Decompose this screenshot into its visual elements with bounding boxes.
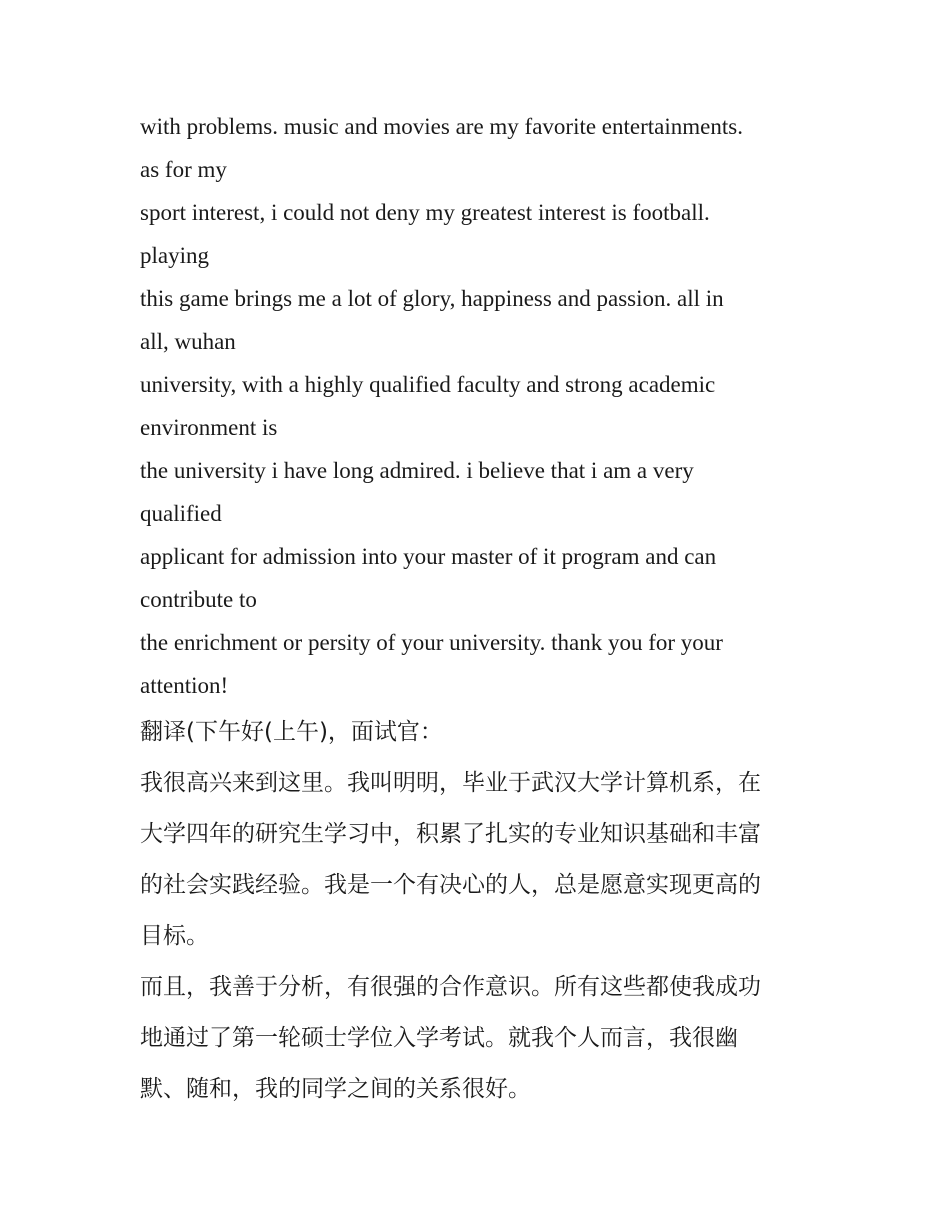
chinese-line: 地通过了第一轮硕士学位入学考试。就我个人而言，我很幽 [140, 1025, 738, 1051]
document-body [140, 105, 830, 1115]
translation-title: 翻译(下午好(上午)，面试官： [140, 719, 443, 745]
english-line: applicant for admission into your master of it program and can [140, 544, 717, 569]
english-line: sport interest, i could not deny my greatest interest is football. [140, 200, 710, 225]
chinese-line: 默、随和，我的同学之间的关系很好。 [140, 1076, 531, 1102]
english-line: environment is [140, 415, 278, 440]
english-line: contribute to [140, 587, 257, 612]
chinese-line: 而且，我善于分析，有很强的合作意识。所有这些都使我成功 [140, 974, 761, 1000]
english-line: this game brings me a lot of glory, happiness and passion. all in [140, 286, 724, 311]
chinese-line: 的社会实践经验。我是一个有决心的人，总是愿意实现更高的 [140, 872, 761, 898]
chinese-line: 我很高兴来到这里。我叫明明，毕业于武汉大学计算机系，在 [140, 770, 761, 796]
english-line: with problems. music and movies are my favorite entertainments. [140, 114, 743, 139]
chinese-line: 大学四年的研究生学习中，积累了扎实的专业知识基础和丰富 [140, 821, 761, 847]
english-line: the enrichment or persity of your university. thank you for your [140, 630, 723, 655]
english-line: the university i have long admired. i believe that i am a very [140, 458, 694, 483]
english-line: as for my [140, 157, 227, 182]
english-line: playing [140, 243, 209, 268]
english-line: university, with a highly qualified faculty and strong academic [140, 372, 716, 397]
english-line: all, wuhan [140, 329, 236, 354]
english-line: qualified [140, 501, 222, 526]
chinese-line: 目标。 [140, 923, 209, 949]
english-line: attention! [140, 673, 229, 698]
